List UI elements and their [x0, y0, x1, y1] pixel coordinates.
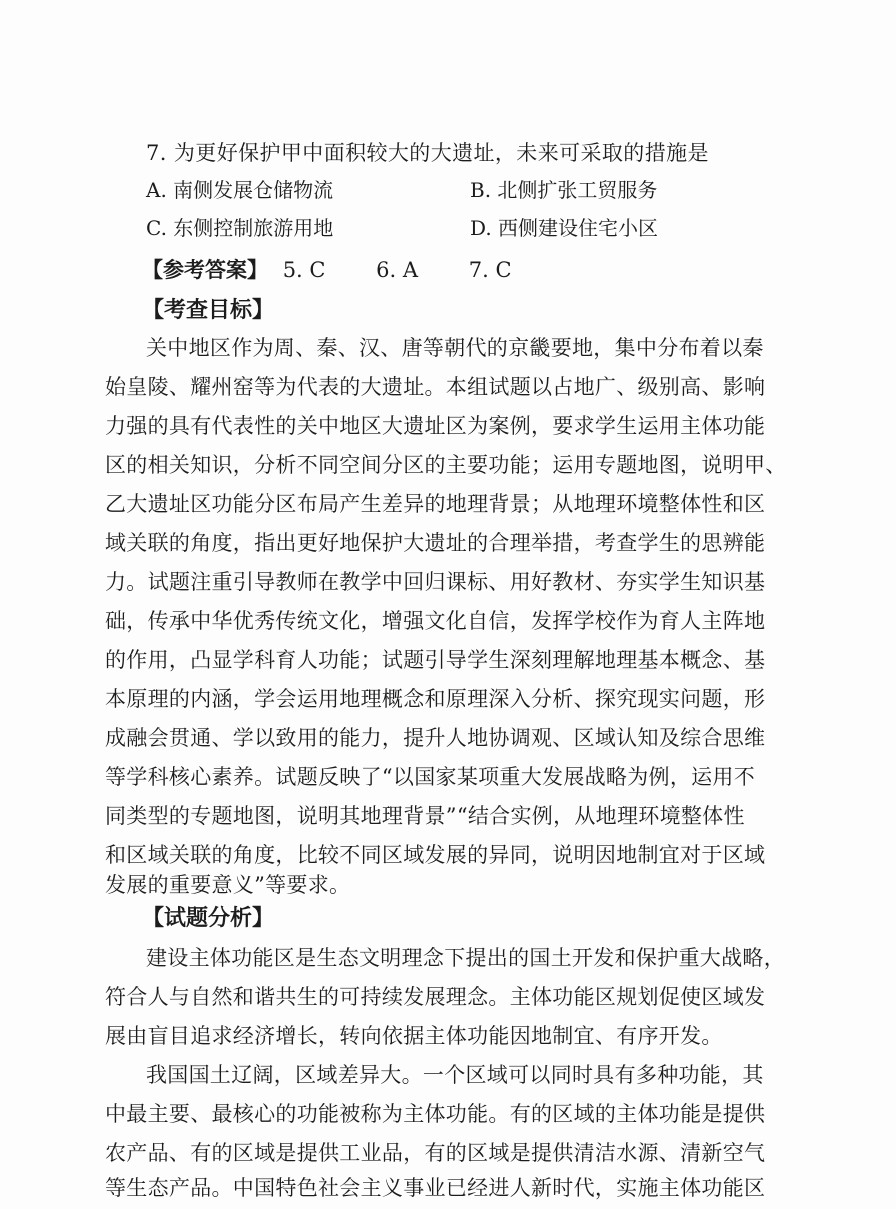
objective-line: 本原理的内涵，学会运用地理概念和原理深入分析、探究现实问题，形	[105, 687, 766, 711]
objective-line: 础，传承中华优秀传统文化，增强文化自信，发挥学校作为育人主阵地	[105, 609, 766, 633]
objective-line: 等学科核心素养。试题反映了“以国家某项重大发展战略为例，运用不	[105, 765, 756, 789]
analysis-line: 我国国土辽阔，区域差异大。一个区域可以同时具有多种功能，其	[146, 1063, 764, 1087]
objective-line: 成融会贯通、学以致用的能力，提升人地协调观、区域认知及综合思维	[105, 726, 766, 750]
analysis-heading: 【试题分析】	[142, 906, 275, 931]
objective-line: 关中地区作为周、秦、汉、唐等朝代的京畿要地，集中分布着以秦	[146, 336, 764, 360]
analysis-line: 农产品、有的区域是提供工业品，有的区域是提供清洁水源、清新空气	[105, 1141, 766, 1165]
objective-line: 域关联的角度，指出更好地保护大遗址的合理举措，考查学生的思辨能	[105, 531, 766, 555]
objective-line: 力强的具有代表性的关中地区大遗址区为案例，要求学生运用主体功能	[105, 414, 766, 438]
answer-7: 7. C	[468, 258, 512, 282]
objective-line: 始皇陵、耀州窑等为代表的大遗址。本组试题以占地广、级别高、影响	[105, 375, 766, 399]
analysis-line: 建设主体功能区是生态文明理念下提出的国土开发和保护重大战略，	[146, 946, 785, 970]
objective-line: 区的相关知识，分析不同空间分区的主要功能；运用专题地图，说明甲、	[105, 453, 787, 477]
objective-line: 同类型的专题地图，说明其地理背景”“结合实例，从地理环境整体性	[105, 804, 745, 828]
answer-5: 5. C	[282, 258, 326, 282]
analysis-line: 展由盲目追求经济增长，转向依据主体功能因地制宜、有序开发。	[105, 1024, 723, 1048]
option-a: A. 南侧发展仓储物流	[146, 178, 334, 202]
option-b: B. 北侧扩张工贸服务	[470, 178, 658, 202]
option-c: C. 东侧控制旅游用地	[146, 216, 334, 240]
answer-6: 6. A	[376, 258, 419, 282]
reference-answers	[142, 252, 512, 289]
analysis-line: 符合人与自然和谐共生的可持续发展理念。主体功能区规划促使区域发	[105, 985, 766, 1009]
analysis-line: 等生态产品。中国特色社会主义事业已经进人新时代，实施主体功能区	[105, 1176, 766, 1200]
answers-heading: 【参考答案】	[142, 258, 268, 282]
objective-line: 的作用，凸显学科育人功能；试题引导学生深刻理解地理基本概念、基	[105, 648, 766, 672]
objective-line: 发展的重要意义”等要求。	[105, 873, 351, 897]
objective-line: 力。试题注重引导教师在教学中回归课标、用好教材、夯实学生知识基	[105, 570, 766, 594]
objective-line: 和区域关联的角度，比较不同区域发展的异同，说明因地制宜对于区域	[105, 843, 766, 867]
option-d: D. 西侧建设住宅小区	[470, 216, 659, 240]
objective-line: 乙大遗址区功能分区布局产生差异的地理背景；从地理环境整体性和区	[105, 492, 766, 516]
analysis-line: 中最主要、最核心的功能被称为主体功能。有的区域的主体功能是提供	[105, 1102, 766, 1126]
question-stem: 7. 为更好保护甲中面积较大的大遗址，未来可采取的措施是	[146, 141, 709, 165]
objective-heading: 【考查目标】	[142, 298, 275, 323]
